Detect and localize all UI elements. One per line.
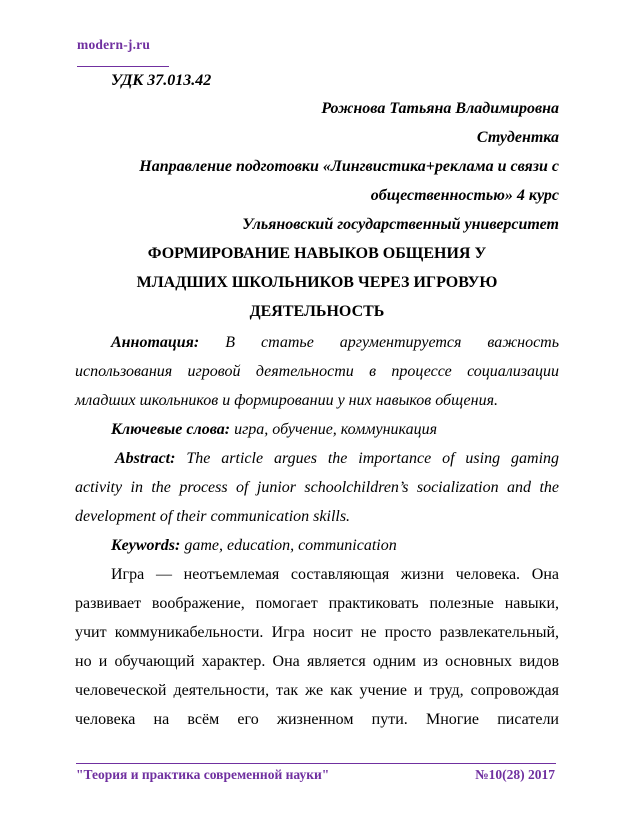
body-line: Игра — неотъемлемая составляющая жизни человека. Она: [111, 566, 559, 583]
article-title-line2: МЛАДШИХ ШКОЛЬНИКОВ ЧЕРЕЗ ИГРОВУЮ: [136, 274, 498, 291]
keywords-en: [75, 531, 559, 560]
abstract-block: [75, 444, 559, 531]
abstract-line2: activity in the process of junior schoolchildren’s socialization and the: [75, 479, 559, 496]
keywords-en-label: Keywords:: [111, 537, 181, 554]
article-title-line1: ФОРМИРОВАНИЕ НАВЫКОВ ОБЩЕНИЯ У: [147, 245, 487, 262]
keywords-ru: [75, 415, 559, 444]
abstract-line1: [75, 444, 559, 473]
abstract-text1: The article argues the importance of using gaming: [186, 450, 560, 467]
annotation-block: [75, 328, 559, 415]
author-program-line1: Направление подготовки «Лингвистика+реклама и связи с: [139, 158, 559, 175]
author-name: Рожнова Татьяна Владимировна: [321, 100, 559, 117]
body-text: [75, 560, 559, 734]
keywords-ru-text: игра, обучение, коммуникация: [234, 421, 438, 438]
author-university: Ульяновский государственный университет: [242, 216, 559, 233]
keywords-en-text: game, education, communication: [184, 537, 397, 554]
annotation-line3: младших школьников и формировании у них навыков общения.: [75, 392, 499, 409]
body-line: развивает воображение, помогает практиковать полезные навыки,: [75, 595, 559, 612]
udk-code: УДК 37.013.42: [111, 72, 212, 89]
body-line: но и обучающий характер. Она является одним из основных видов: [75, 653, 559, 670]
body-line: человеческой деятельности, так же как учение и труд, сопровождая: [75, 682, 559, 699]
annotation-line2: использования игровой деятельности в процессе социализации: [75, 363, 559, 380]
body-line: человека на всём его жизненном пути. Многие писатели: [75, 711, 559, 728]
abstract-line3: development of their communication skills.: [75, 508, 351, 525]
abstract-label: Abstract:: [115, 450, 176, 467]
header-rule: [77, 66, 169, 67]
article-title-line3: ДЕЯТЕЛЬНОСТЬ: [249, 303, 385, 320]
annotation-label: Аннотация:: [111, 334, 200, 351]
issue-number: №10(28) 2017: [475, 767, 555, 782]
body-line: учит коммуникабельности. Игра носит не просто развлекательный,: [75, 624, 559, 641]
author-program-line2: общественностью» 4 курс: [370, 187, 559, 204]
annotation-line1: [75, 328, 559, 357]
annotation-text1: В статье аргументируется важность: [225, 334, 560, 351]
keywords-ru-label: Ключевые слова:: [111, 421, 231, 438]
footer-rule: [76, 763, 556, 764]
author-status: Студентка: [476, 129, 559, 146]
site-link[interactable]: modern-j.ru: [77, 37, 151, 52]
journal-name: "Теория и практика современной науки": [76, 767, 330, 782]
